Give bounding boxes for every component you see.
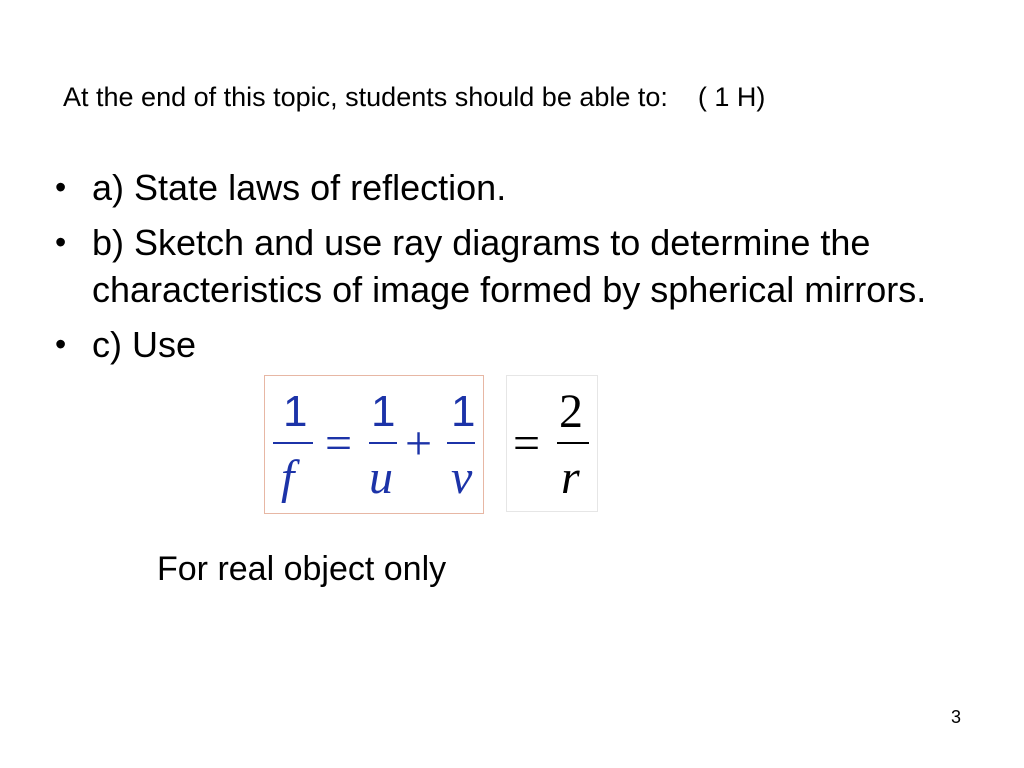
numerator-u: 1 bbox=[371, 387, 396, 436]
slide-title: At the end of this topic, students should be able to: ( 1 H) bbox=[63, 82, 766, 112]
list-item bbox=[55, 321, 975, 368]
equals-sign: = bbox=[513, 417, 541, 470]
bullet-icon: • bbox=[55, 326, 67, 362]
objective-c: c) Use bbox=[92, 324, 197, 365]
objective-a: a) State laws of reflection. bbox=[92, 167, 507, 208]
bullet-icon: • bbox=[55, 169, 67, 205]
objectives-list bbox=[55, 164, 975, 376]
numerator-f: 1 bbox=[283, 387, 308, 436]
bullet-icon: • bbox=[55, 224, 67, 260]
denominator-r: r bbox=[561, 451, 580, 504]
mirror-formula bbox=[264, 375, 484, 514]
denominator-u: u bbox=[369, 451, 393, 504]
note-text: For real object only bbox=[157, 550, 447, 588]
numerator-v: 1 bbox=[451, 387, 476, 436]
numerator-2: 2 bbox=[559, 385, 583, 438]
fraction-bar bbox=[557, 442, 589, 444]
fraction-bar bbox=[273, 442, 313, 444]
denominator-f: f bbox=[281, 451, 295, 504]
page-number: 3 bbox=[951, 707, 962, 727]
radius-formula bbox=[506, 375, 598, 512]
equals-sign: = bbox=[325, 417, 353, 470]
list-item bbox=[55, 219, 975, 313]
fraction-bar bbox=[369, 442, 397, 444]
denominator-v: v bbox=[451, 451, 473, 504]
list-item bbox=[55, 164, 975, 211]
fraction-bar bbox=[447, 442, 475, 444]
plus-sign: + bbox=[405, 417, 433, 470]
objective-b: b) Sketch and use ray diagrams to determine the characteristics of image formed by spherical mirrors. bbox=[92, 222, 927, 310]
